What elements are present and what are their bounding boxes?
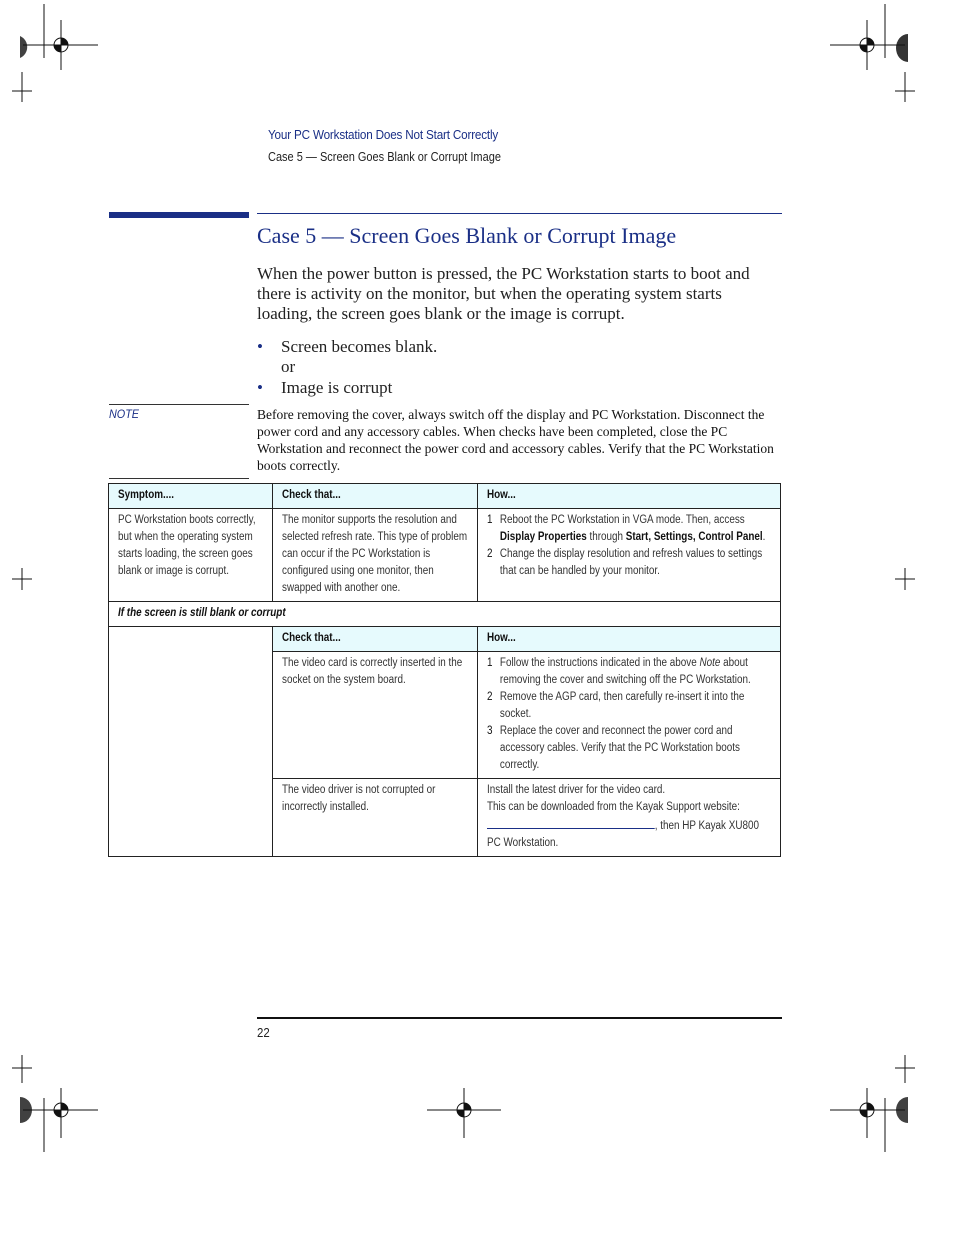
note-bottom-rule (109, 478, 249, 479)
how-step: 1 Follow the instructions indicated in the above Note about removing the cover and switching off the PC Workstation. (487, 657, 752, 686)
how-cell (478, 652, 780, 778)
bullet-text: Image is corrupt (281, 378, 393, 397)
subheader-how: How... (487, 632, 517, 644)
note-top-rule (109, 404, 249, 405)
bullet-text: Screen becomes blank. (281, 337, 438, 356)
header-symptom: Symptom.... (118, 489, 175, 501)
support-website-link[interactable] (487, 816, 655, 829)
bullet-item (257, 337, 557, 357)
footer-rule (257, 1017, 782, 1019)
still-blank-row (109, 602, 781, 627)
check-cell: The video driver is not corrupted or incorrectly installed. (281, 784, 436, 813)
table-header-row (109, 484, 781, 509)
note-text: Before removing the cover, always switch off the display and PC Workstation. Disconnect the power cord and any accessory cables. When checks have been completed, close the PC Workstation and reconnect the power cord and accessory cables. Verify that the PC Workstation boots correctly. (257, 407, 774, 473)
bullet-icon: • (257, 337, 263, 356)
how-step: 2 Remove the AGP card, then carefully re-insert it into the socket. (487, 691, 745, 720)
how-step: 1 Reboot the PC Workstation in VGA mode. Then, access Display Properties through Start, Settings, Control Panel. (487, 514, 766, 543)
table-row (109, 627, 781, 652)
running-header-title: Your PC Workstation Does Not Start Correctly (268, 127, 499, 142)
header-check: Check that... (281, 489, 341, 501)
how-line: Install the latest driver for the video card. (487, 784, 666, 796)
check-cell: The video card is correctly inserted in the socket on the system board. (281, 657, 463, 686)
section-title: Case 5 — Screen Goes Blank or Corrupt Image (257, 223, 677, 248)
how-cell (478, 509, 780, 584)
subheader-check: Check that... (281, 632, 341, 644)
section-accent-bar (109, 212, 249, 218)
or-text: or (281, 357, 296, 376)
header-how: How... (487, 489, 517, 501)
how-line: , then HP Kayak XU800 PC Workstation. (487, 816, 771, 852)
bullet-icon: • (257, 378, 263, 397)
how-cell (478, 779, 780, 856)
how-step: 3 Replace the cover and reconnect the power cord and accessory cables. Verify that the PC Workstation boots correctly. (487, 725, 741, 771)
troubleshooting-table (108, 483, 781, 857)
symptom-cell: PC Workstation boots correctly, but when the operating system starts loading, the screen goes blank or image is corrupt. (118, 514, 256, 577)
check-cell: The monitor supports the resolution and selected refresh rate. This type of problem can occur if the PC Workstation is configured using one monitor, then swapped with another one. (281, 514, 467, 594)
bullet-item (257, 378, 557, 398)
still-blank-label: If the screen is still blank or corrupt (118, 607, 286, 619)
running-header-subtitle: Case 5 — Screen Goes Blank or Corrupt Image (268, 150, 501, 164)
section-top-rule (257, 213, 782, 214)
note-label: NOTE (109, 407, 140, 421)
table-row (109, 509, 781, 602)
how-line: This can be downloaded from the Kayak Support website: (487, 801, 741, 813)
page-number: 22 (257, 1025, 270, 1040)
how-step: 2 Change the display resolution and refresh values to settings that can be handled by your monitor. (487, 548, 763, 577)
intro-paragraph: When the power button is pressed, the PC Workstation starts to boot and there is activity on the monitor, but when the operating system starts loading, the screen goes blank or the image is corrupt. (257, 264, 750, 323)
empty-symptom-cell (109, 627, 273, 857)
